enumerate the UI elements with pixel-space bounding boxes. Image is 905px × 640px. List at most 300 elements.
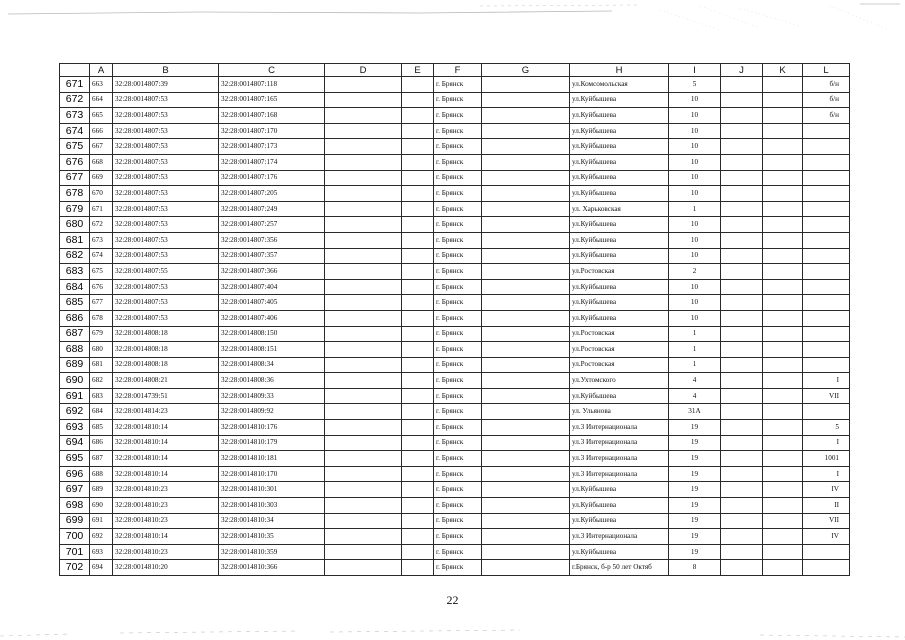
cell-j[interactable] [721, 560, 763, 576]
cell-c[interactable]: 32:28:0014807:170 [219, 123, 325, 139]
cell-c[interactable]: 32:28:0014809:92 [219, 404, 325, 420]
cell-j[interactable] [721, 466, 763, 482]
cell-a[interactable]: 678 [90, 310, 113, 326]
cell-l[interactable] [803, 123, 850, 139]
cell-c[interactable]: 32:28:0014808:36 [219, 373, 325, 389]
column-header-j[interactable]: J [721, 64, 763, 77]
cell-h[interactable]: ул.Куйбышева [570, 217, 669, 233]
cell-c[interactable]: 32:28:0014807:406 [219, 310, 325, 326]
cell-h[interactable]: ул.3 Интернационала [570, 420, 669, 436]
cell-b[interactable]: 32:28:0014807:53 [113, 248, 219, 264]
cell-i[interactable]: 4 [669, 373, 721, 389]
column-header-f[interactable]: F [434, 64, 482, 77]
cell-k[interactable] [763, 123, 803, 139]
cell-c[interactable]: 32:28:0014810:301 [219, 482, 325, 498]
cell-d[interactable] [325, 435, 402, 451]
cell-f[interactable]: г. Брянск [434, 544, 482, 560]
cell-i[interactable]: 1 [669, 326, 721, 342]
cell-k[interactable] [763, 310, 803, 326]
cell-d[interactable] [325, 279, 402, 295]
cell-a[interactable]: 666 [90, 123, 113, 139]
cell-j[interactable] [721, 435, 763, 451]
cell-a[interactable]: 688 [90, 466, 113, 482]
row-number[interactable]: 684 [60, 279, 90, 295]
cell-b[interactable]: 32:28:0014810:14 [113, 529, 219, 545]
cell-f[interactable]: г. Брянск [434, 435, 482, 451]
cell-i[interactable]: 19 [669, 513, 721, 529]
row-number[interactable]: 699 [60, 513, 90, 529]
cell-h[interactable]: ул.Комсомольская [570, 77, 669, 93]
row-number[interactable]: 694 [60, 435, 90, 451]
row-number[interactable]: 672 [60, 92, 90, 108]
cell-d[interactable] [325, 342, 402, 358]
cell-b[interactable]: 32:28:0014810:14 [113, 466, 219, 482]
cell-e[interactable] [402, 154, 434, 170]
cell-d[interactable] [325, 388, 402, 404]
cell-j[interactable] [721, 326, 763, 342]
cell-l[interactable] [803, 248, 850, 264]
cell-b[interactable]: 32:28:0014808:18 [113, 357, 219, 373]
cell-a[interactable]: 683 [90, 388, 113, 404]
cell-b[interactable]: 32:28:0014810:14 [113, 420, 219, 436]
cell-j[interactable] [721, 186, 763, 202]
cell-h[interactable]: ул.Ростовская [570, 342, 669, 358]
cell-c[interactable]: 32:28:0014807:357 [219, 248, 325, 264]
cell-b[interactable]: 32:28:0014807:53 [113, 139, 219, 155]
cell-b[interactable]: 32:28:0014807:55 [113, 264, 219, 280]
cell-c[interactable]: 32:28:0014807:404 [219, 279, 325, 295]
cell-f[interactable]: г. Брянск [434, 139, 482, 155]
cell-a[interactable]: 675 [90, 264, 113, 280]
column-header-h[interactable]: H [570, 64, 669, 77]
cell-g[interactable] [482, 388, 570, 404]
cell-a[interactable]: 687 [90, 451, 113, 467]
row-number[interactable]: 691 [60, 388, 90, 404]
cell-k[interactable] [763, 342, 803, 358]
cell-c[interactable]: 32:28:0014810:366 [219, 560, 325, 576]
cell-l[interactable] [803, 232, 850, 248]
cell-c[interactable]: 32:28:0014808:151 [219, 342, 325, 358]
cell-j[interactable] [721, 92, 763, 108]
cell-l[interactable] [803, 404, 850, 420]
cell-e[interactable] [402, 248, 434, 264]
row-number[interactable]: 677 [60, 170, 90, 186]
cell-l[interactable] [803, 544, 850, 560]
row-number[interactable]: 701 [60, 544, 90, 560]
cell-a[interactable]: 669 [90, 170, 113, 186]
cell-d[interactable] [325, 170, 402, 186]
cell-f[interactable]: г. Брянск [434, 279, 482, 295]
cell-c[interactable]: 32:28:0014807:366 [219, 264, 325, 280]
cell-c[interactable]: 32:28:0014810:179 [219, 435, 325, 451]
cell-g[interactable] [482, 529, 570, 545]
cell-f[interactable]: г. Брянск [434, 217, 482, 233]
cell-c[interactable]: 32:28:0014810:170 [219, 466, 325, 482]
cell-i[interactable]: 1 [669, 201, 721, 217]
cell-a[interactable]: 690 [90, 498, 113, 514]
cell-f[interactable]: г. Брянск [434, 170, 482, 186]
cell-l[interactable] [803, 154, 850, 170]
cell-k[interactable] [763, 92, 803, 108]
cell-f[interactable]: г. Брянск [434, 201, 482, 217]
cell-e[interactable] [402, 498, 434, 514]
column-header-l[interactable]: L [803, 64, 850, 77]
cell-j[interactable] [721, 420, 763, 436]
cell-k[interactable] [763, 264, 803, 280]
cell-a[interactable]: 670 [90, 186, 113, 202]
cell-k[interactable] [763, 217, 803, 233]
cell-a[interactable]: 672 [90, 217, 113, 233]
row-number[interactable]: 692 [60, 404, 90, 420]
column-header-c[interactable]: C [219, 64, 325, 77]
cell-k[interactable] [763, 560, 803, 576]
cell-j[interactable] [721, 513, 763, 529]
cell-g[interactable] [482, 373, 570, 389]
cell-l[interactable]: IV [803, 482, 850, 498]
cell-j[interactable] [721, 342, 763, 358]
cell-h[interactable]: ул.Куйбышева [570, 544, 669, 560]
cell-j[interactable] [721, 217, 763, 233]
cell-a[interactable]: 692 [90, 529, 113, 545]
cell-l[interactable] [803, 139, 850, 155]
cell-i[interactable]: 8 [669, 560, 721, 576]
cell-f[interactable]: г. Брянск [434, 451, 482, 467]
cell-i[interactable]: 19 [669, 529, 721, 545]
cell-f[interactable]: г. Брянск [434, 92, 482, 108]
row-number[interactable]: 682 [60, 248, 90, 264]
cell-e[interactable] [402, 170, 434, 186]
cell-j[interactable] [721, 154, 763, 170]
cell-d[interactable] [325, 139, 402, 155]
cell-b[interactable]: 32:28:0014810:20 [113, 560, 219, 576]
cell-j[interactable] [721, 357, 763, 373]
cell-g[interactable] [482, 170, 570, 186]
cell-k[interactable] [763, 435, 803, 451]
cell-k[interactable] [763, 139, 803, 155]
cell-h[interactable]: ул.Ростовская [570, 357, 669, 373]
cell-c[interactable]: 32:28:0014807:173 [219, 139, 325, 155]
cell-c[interactable]: 32:28:0014807:168 [219, 108, 325, 124]
cell-b[interactable]: 32:28:0014810:23 [113, 482, 219, 498]
cell-f[interactable]: г. Брянск [434, 295, 482, 311]
cell-h[interactable]: ул.Ухтомского [570, 373, 669, 389]
column-header-b[interactable]: B [113, 64, 219, 77]
row-number[interactable]: 671 [60, 77, 90, 93]
cell-d[interactable] [325, 544, 402, 560]
row-number[interactable]: 674 [60, 123, 90, 139]
cell-h[interactable]: ул.Ростовская [570, 326, 669, 342]
row-number[interactable]: 690 [60, 373, 90, 389]
cell-d[interactable] [325, 264, 402, 280]
cell-g[interactable] [482, 435, 570, 451]
cell-a[interactable]: 686 [90, 435, 113, 451]
cell-a[interactable]: 671 [90, 201, 113, 217]
cell-i[interactable]: 10 [669, 232, 721, 248]
row-number[interactable]: 695 [60, 451, 90, 467]
cell-a[interactable]: 694 [90, 560, 113, 576]
cell-e[interactable] [402, 77, 434, 93]
cell-g[interactable] [482, 248, 570, 264]
cell-d[interactable] [325, 373, 402, 389]
cell-d[interactable] [325, 420, 402, 436]
cell-g[interactable] [482, 139, 570, 155]
cell-j[interactable] [721, 139, 763, 155]
cell-d[interactable] [325, 560, 402, 576]
cell-e[interactable] [402, 295, 434, 311]
cell-k[interactable] [763, 404, 803, 420]
cell-i[interactable]: 19 [669, 466, 721, 482]
cell-h[interactable]: ул.Куйбышева [570, 170, 669, 186]
row-number[interactable]: 676 [60, 154, 90, 170]
cell-l[interactable] [803, 201, 850, 217]
cell-e[interactable] [402, 435, 434, 451]
cell-b[interactable]: 32:28:0014814:23 [113, 404, 219, 420]
cell-g[interactable] [482, 108, 570, 124]
cell-j[interactable] [721, 248, 763, 264]
cell-g[interactable] [482, 264, 570, 280]
cell-g[interactable] [482, 310, 570, 326]
cell-d[interactable] [325, 326, 402, 342]
cell-c[interactable]: 32:28:0014810:35 [219, 529, 325, 545]
cell-b[interactable]: 32:28:0014810:23 [113, 513, 219, 529]
cell-j[interactable] [721, 310, 763, 326]
cell-a[interactable]: 691 [90, 513, 113, 529]
cell-c[interactable]: 32:28:0014810:181 [219, 451, 325, 467]
cell-c[interactable]: 32:28:0014807:176 [219, 170, 325, 186]
cell-b[interactable]: 32:28:0014807:39 [113, 77, 219, 93]
cell-e[interactable] [402, 123, 434, 139]
cell-k[interactable] [763, 451, 803, 467]
cell-d[interactable] [325, 529, 402, 545]
cell-b[interactable]: 32:28:0014807:53 [113, 279, 219, 295]
cell-j[interactable] [721, 77, 763, 93]
cell-c[interactable]: 32:28:0014810:303 [219, 498, 325, 514]
cell-g[interactable] [482, 217, 570, 233]
cell-k[interactable] [763, 170, 803, 186]
cell-b[interactable]: 32:28:0014807:53 [113, 154, 219, 170]
cell-k[interactable] [763, 108, 803, 124]
cell-i[interactable]: 10 [669, 123, 721, 139]
cell-e[interactable] [402, 560, 434, 576]
cell-e[interactable] [402, 326, 434, 342]
cell-e[interactable] [402, 217, 434, 233]
cell-k[interactable] [763, 77, 803, 93]
cell-k[interactable] [763, 295, 803, 311]
row-number[interactable]: 696 [60, 466, 90, 482]
cell-j[interactable] [721, 482, 763, 498]
cell-d[interactable] [325, 404, 402, 420]
cell-a[interactable]: 664 [90, 92, 113, 108]
cell-f[interactable]: г. Брянск [434, 404, 482, 420]
cell-h[interactable]: ул.Куйбышева [570, 279, 669, 295]
cell-l[interactable] [803, 170, 850, 186]
cell-d[interactable] [325, 201, 402, 217]
cell-a[interactable]: 668 [90, 154, 113, 170]
cell-k[interactable] [763, 154, 803, 170]
row-number[interactable]: 681 [60, 232, 90, 248]
cell-a[interactable]: 663 [90, 77, 113, 93]
cell-h[interactable]: ул.Куйбышева [570, 154, 669, 170]
cell-i[interactable]: 10 [669, 248, 721, 264]
cell-j[interactable] [721, 201, 763, 217]
cell-l[interactable]: 1001 [803, 451, 850, 467]
cell-i[interactable]: 19 [669, 544, 721, 560]
cell-d[interactable] [325, 498, 402, 514]
cell-i[interactable]: 10 [669, 92, 721, 108]
cell-d[interactable] [325, 154, 402, 170]
cell-c[interactable]: 32:28:0014807:405 [219, 295, 325, 311]
cell-f[interactable]: г. Брянск [434, 482, 482, 498]
cell-h[interactable]: ул.Куйбышева [570, 108, 669, 124]
cell-k[interactable] [763, 248, 803, 264]
cell-j[interactable] [721, 529, 763, 545]
cell-d[interactable] [325, 217, 402, 233]
cell-d[interactable] [325, 77, 402, 93]
cell-h[interactable]: ул.Ростовская [570, 264, 669, 280]
cell-b[interactable]: 32:28:0014807:53 [113, 108, 219, 124]
cell-h[interactable]: ул.Куйбышева [570, 482, 669, 498]
cell-c[interactable]: 32:28:0014808:34 [219, 357, 325, 373]
cell-a[interactable]: 673 [90, 232, 113, 248]
cell-b[interactable]: 32:28:0014810:23 [113, 498, 219, 514]
cell-g[interactable] [482, 342, 570, 358]
cell-b[interactable]: 32:28:0014807:53 [113, 201, 219, 217]
cell-i[interactable]: 10 [669, 295, 721, 311]
cell-k[interactable] [763, 373, 803, 389]
cell-g[interactable] [482, 513, 570, 529]
cell-f[interactable]: г. Брянск [434, 342, 482, 358]
cell-h[interactable]: ул.Куйбышева [570, 186, 669, 202]
cell-i[interactable]: 1 [669, 342, 721, 358]
cell-b[interactable]: 32:28:0014808:18 [113, 326, 219, 342]
cell-f[interactable]: г. Брянск [434, 232, 482, 248]
cell-f[interactable]: г. Брянск [434, 108, 482, 124]
cell-l[interactable]: IV [803, 529, 850, 545]
row-number[interactable]: 686 [60, 310, 90, 326]
cell-f[interactable]: г. Брянск [434, 357, 482, 373]
row-number[interactable]: 698 [60, 498, 90, 514]
cell-g[interactable] [482, 77, 570, 93]
column-header-a[interactable]: A [90, 64, 113, 77]
cell-l[interactable]: VII [803, 388, 850, 404]
cell-b[interactable]: 32:28:0014810:14 [113, 435, 219, 451]
cell-g[interactable] [482, 154, 570, 170]
cell-a[interactable]: 685 [90, 420, 113, 436]
cell-k[interactable] [763, 482, 803, 498]
cell-h[interactable]: г.Брянск, б-р 50 лет Октяб [570, 560, 669, 576]
cell-j[interactable] [721, 170, 763, 186]
cell-g[interactable] [482, 326, 570, 342]
cell-h[interactable]: ул.Куйбышева [570, 248, 669, 264]
cell-b[interactable]: 32:28:0014807:53 [113, 295, 219, 311]
cell-k[interactable] [763, 388, 803, 404]
cell-k[interactable] [763, 232, 803, 248]
cell-e[interactable] [402, 482, 434, 498]
cell-g[interactable] [482, 498, 570, 514]
cell-j[interactable] [721, 108, 763, 124]
cell-a[interactable]: 674 [90, 248, 113, 264]
cell-l[interactable]: б/н [803, 77, 850, 93]
cell-k[interactable] [763, 279, 803, 295]
row-number[interactable]: 675 [60, 139, 90, 155]
cell-i[interactable]: 1 [669, 357, 721, 373]
column-header-g[interactable]: G [482, 64, 570, 77]
cell-f[interactable]: г. Брянск [434, 123, 482, 139]
cell-c[interactable]: 32:28:0014807:257 [219, 217, 325, 233]
cell-f[interactable]: г. Брянск [434, 388, 482, 404]
cell-l[interactable]: I [803, 435, 850, 451]
cell-e[interactable] [402, 139, 434, 155]
cell-b[interactable]: 32:28:0014807:53 [113, 310, 219, 326]
cell-j[interactable] [721, 279, 763, 295]
cell-e[interactable] [402, 357, 434, 373]
cell-g[interactable] [482, 560, 570, 576]
cell-a[interactable]: 665 [90, 108, 113, 124]
cell-e[interactable] [402, 310, 434, 326]
row-number[interactable]: 688 [60, 342, 90, 358]
cell-d[interactable] [325, 248, 402, 264]
cell-d[interactable] [325, 482, 402, 498]
cell-l[interactable] [803, 357, 850, 373]
cell-e[interactable] [402, 466, 434, 482]
cell-b[interactable]: 32:28:0014807:53 [113, 217, 219, 233]
cell-c[interactable]: 32:28:0014808:150 [219, 326, 325, 342]
cell-a[interactable]: 693 [90, 544, 113, 560]
cell-l[interactable] [803, 326, 850, 342]
cell-f[interactable]: г. Брянск [434, 529, 482, 545]
cell-h[interactable]: ул.3 Интернационала [570, 466, 669, 482]
row-number[interactable]: 687 [60, 326, 90, 342]
cell-h[interactable]: ул. Харьковская [570, 201, 669, 217]
cell-b[interactable]: 32:28:0014807:53 [113, 186, 219, 202]
cell-k[interactable] [763, 201, 803, 217]
cell-i[interactable]: 10 [669, 170, 721, 186]
cell-g[interactable] [482, 482, 570, 498]
cell-c[interactable]: 32:28:0014809:33 [219, 388, 325, 404]
cell-g[interactable] [482, 466, 570, 482]
cell-j[interactable] [721, 264, 763, 280]
cell-e[interactable] [402, 279, 434, 295]
row-number[interactable]: 678 [60, 186, 90, 202]
cell-i[interactable]: 19 [669, 482, 721, 498]
cell-e[interactable] [402, 232, 434, 248]
cell-f[interactable]: г. Брянск [434, 498, 482, 514]
cell-l[interactable] [803, 279, 850, 295]
cell-h[interactable]: ул.3 Интернационала [570, 435, 669, 451]
cell-f[interactable]: г. Брянск [434, 373, 482, 389]
cell-g[interactable] [482, 544, 570, 560]
cell-g[interactable] [482, 404, 570, 420]
cell-d[interactable] [325, 295, 402, 311]
cell-a[interactable]: 679 [90, 326, 113, 342]
cell-e[interactable] [402, 264, 434, 280]
cell-b[interactable]: 32:28:0014739:51 [113, 388, 219, 404]
cell-e[interactable] [402, 108, 434, 124]
cell-l[interactable]: 5 [803, 420, 850, 436]
cell-k[interactable] [763, 420, 803, 436]
cell-f[interactable]: г. Брянск [434, 560, 482, 576]
cell-i[interactable]: 10 [669, 217, 721, 233]
cell-g[interactable] [482, 420, 570, 436]
cell-i[interactable]: 19 [669, 420, 721, 436]
cell-a[interactable]: 689 [90, 482, 113, 498]
row-number[interactable]: 685 [60, 295, 90, 311]
cell-i[interactable]: 10 [669, 139, 721, 155]
cell-e[interactable] [402, 388, 434, 404]
cell-b[interactable]: 32:28:0014807:53 [113, 123, 219, 139]
cell-a[interactable]: 684 [90, 404, 113, 420]
cell-c[interactable]: 32:28:0014807:174 [219, 154, 325, 170]
